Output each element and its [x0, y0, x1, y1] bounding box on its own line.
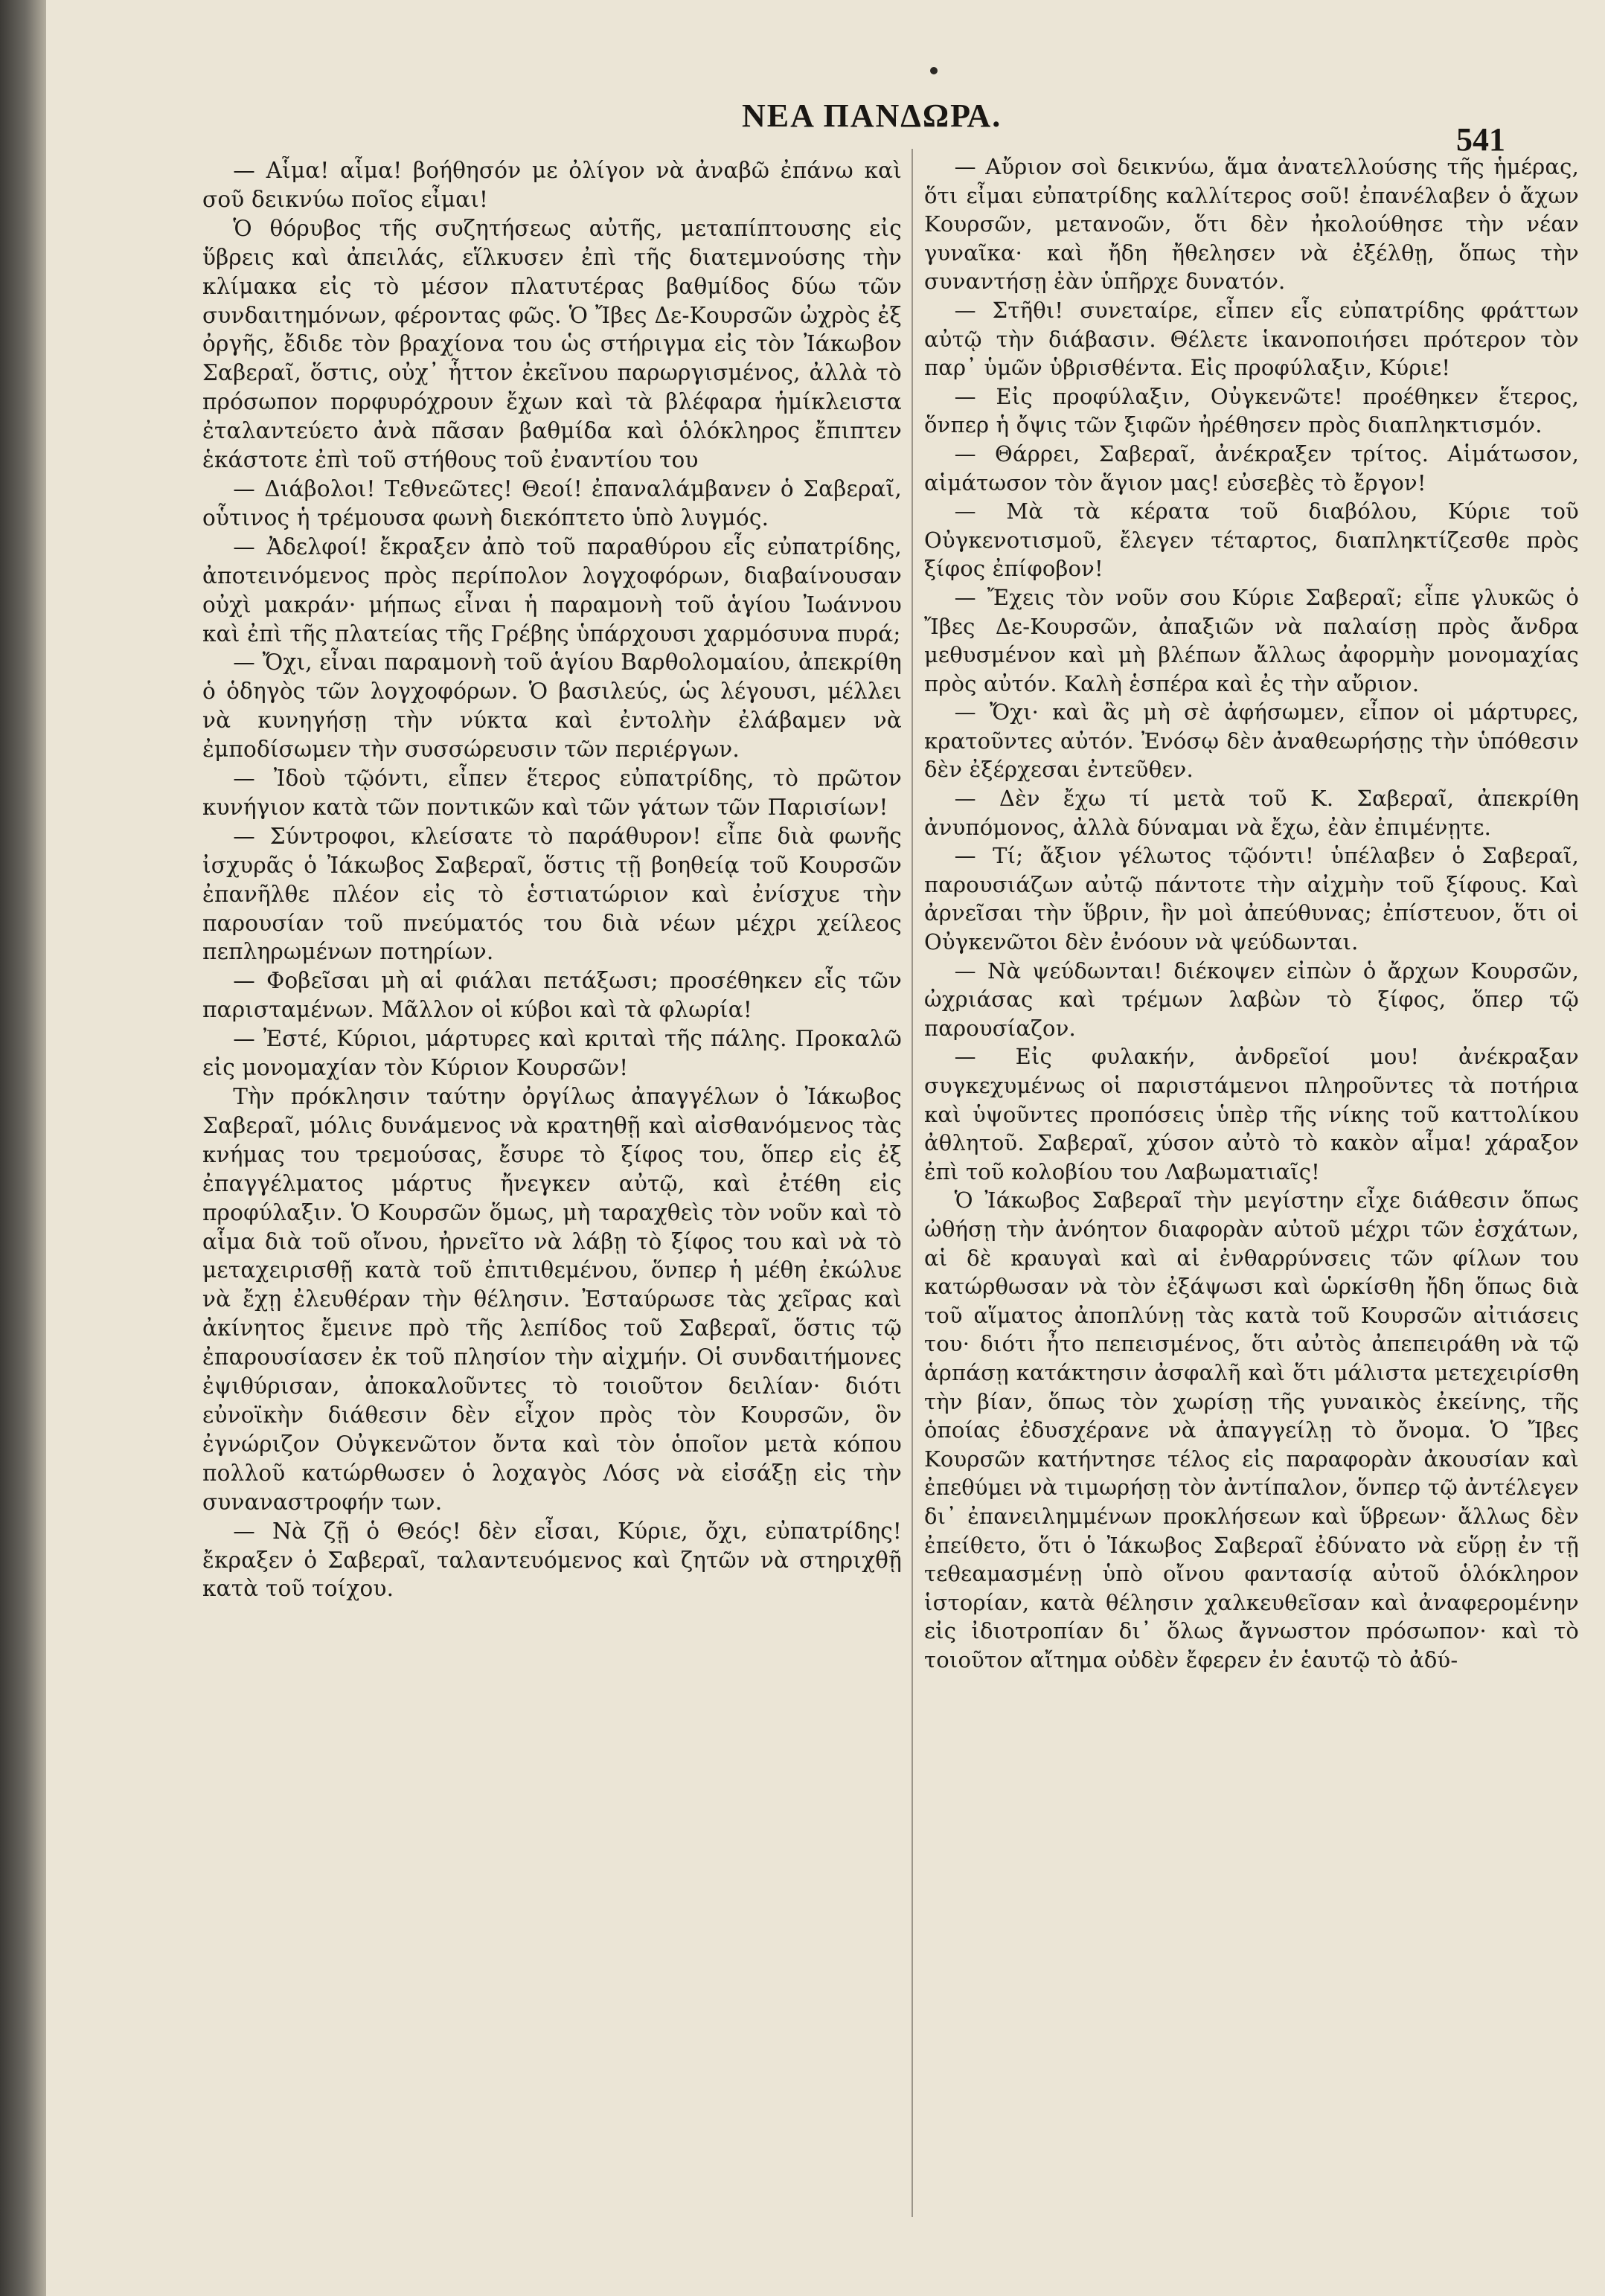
paragraph: — Ἀδελφοί! ἔκραξεν ἀπὸ τοῦ παραθύρου εἷς εὐπατρίδης, ἀποτεινόμενος πρὸς περίπολον λογχοφόρων, διαβαίνουσαν οὐχὶ μακράν· μήπως εἶναι ἡ παραμονὴ τοῦ ἁγίου Ἰωάννου καὶ ἐπὶ τῆς πλατείας τῆς Γρέβης ὑπάρχουσι χαρμόσυνα πυρά; [202, 533, 902, 647]
paragraph: Τὴν πρόκλησιν ταύτην ὀργίλως ἀπαγγέλων ὁ Ἰάκωβος Σαβεραῖ, μόλις δυνάμενος νὰ κρατηθῇ καὶ αἰσθανόμενος τὰς κνήμας του τρεμούσας, ἔσυρε τὸ ξίφος του, ὅπερ εἰς ἐξ ἐπαγγέλματος μάρτυς ἤνεγκεν αὐτῷ, καὶ ἐτέθη εἰς προφύλαξιν. Ὁ Κουρσῶν ὅμως, μὴ ταραχθεὶς τὸν νοῦν καὶ τὸ αἷμα διὰ τοῦ οἴνου, ἠρνεῖτο νὰ λάβῃ τὸ ξίφος του καὶ νὰ τὸ μεταχειρισθῇ κατὰ τοῦ ἐπιτιθεμένου, ὅνπερ ἡ μέθη ἐκώλυε νὰ ἔχῃ ἐλευθέραν τὴν θέλησιν. Ἐσταύρωσε τὰς χεῖρας καὶ ἀκίνητος ἔμεινε πρὸ τῆς λεπίδος τοῦ Σαβεραῖ, ὅστις τῷ ἐπαρουσίασεν ἐκ τοῦ πλησίον τὴν αἰχμήν. Οἱ συνδαιτήμονες ἐψιθύρισαν, ἀποκαλοῦντες τὸ τοιοῦτον δειλίαν· διότι εὐνοϊκὴν διάθεσιν δὲν εἶχον πρὸς τὸν Κουρσῶν, ὃν ἐγνώριζον Οὐγκενῶτον ὄντα καὶ τὸν ὁποῖον μετὰ κόπου πολλοῦ κατώρθωσεν ὁ λοχαγὸς Λόσς νὰ εἰσάξῃ εἰς τὴν συναναστροφήν των. [202, 1084, 902, 1515]
paragraph: — Ὄχι· καὶ ἂς μὴ σὲ ἀφήσωμεν, εἶπον οἱ μάρτυρες, κρατοῦντες αὐτόν. Ἐνόσῳ δὲν ἀναθεωρήσῃς τὴν ὑπόθεσιν δὲν ἐξέρχεσαι ἐντεῦθεν. [924, 699, 1579, 783]
right-column [924, 153, 1579, 2265]
paragraph: — Νὰ ψεύδωνται! διέκοψεν εἰπὼν ὁ ἄρχων Κουρσῶν, ὠχριάσας καὶ τρέμων λαβὼν τὸ ξίφος, ὅπερ τῷ παρουσίαζον. [924, 958, 1579, 1041]
paragraph: — Ἔχεις τὸν νοῦν σου Κύριε Σαβεραῖ; εἶπε γλυκῶς ὁ Ἴβες Δε-Κουρσῶν, ἀπαξιῶν νὰ παλαίσῃ πρὸς ἄνδρα μεθυσμένον καὶ μὴ βλέπων ἄλλως ἀφορμὴν μονομαχίας πρὸς αὐτόν. Καλὴ ἑσπέρα καὶ ἐς τὴν αὔριον. [924, 584, 1579, 696]
paragraph: — Ἐστέ, Κύριοι, μάρτυρες καὶ κριταὶ τῆς πάλης. Προκαλῶ εἰς μονομαχίαν τὸν Κύριον Κουρσῶν! [202, 1026, 902, 1081]
page-number: 541 [1456, 121, 1505, 158]
paragraph: — Φοβεῖσαι μὴ αἱ φιάλαι πετάξωσι; προσέθηκεν εἷς τῶν παρισταμένων. Μᾶλλον οἱ κύβοι καὶ τὰ φλωρία! [202, 968, 902, 1023]
paragraph: Ὁ Ἰάκωβος Σαβεραῖ τὴν μεγίστην εἶχε διάθεσιν ὅπως ὠθήσῃ τὴν ἀνόητον διαφορὰν αὐτοῦ μέχρι τῶν ἐσχάτων, αἱ δὲ κραυγαὶ καὶ αἱ ἐνθαρρύνσεις τῶν φίλων του κατώρθωσαν νὰ τὸν ἐξάψωσι καὶ ὡρκίσθη ἤδη ὅπως διὰ τοῦ αἵματος ἀποπλύνῃ τὰς κατὰ τοῦ Κουρσῶν αἰτιάσεις του· διότι ἦτο πεπεισμένος, ὅτι αὐτὸς ἀπεπειράθη νὰ τῷ ἁρπάσῃ κατάκτησιν ἀσφαλῆ καὶ ὅτι μάλιστα μετεχειρίσθη τὴν βίαν, ὅπως τὸν χωρίσῃ τῆς γυναικὸς ἐκείνης, τῆς ὁποίας ἐδυσχέρανε νὰ ἀπαγγείλῃ τὸ ὄνομα. Ὁ Ἴβες Κουρσῶν κατήντησε τέλος εἰς παραφορὰν ἀκουσίαν καὶ ἐπεθύμει νὰ τιμωρήσῃ τὸν ἀντίπαλον, ὅνπερ τῷ ἀντέλεγεν δι᾽ ἐπανειλημμένων προκλήσεων καὶ ὕβρεων· ἄλλως δὲν ἐπείθετο, ὅτι ὁ Ἰάκωβος Σαβεραῖ ἐδύνατο νὰ εὕρῃ ἐν τῇ τεθεαμασμένῃ ὑπὸ οἴνου φαντασίᾳ αὐτοῦ ὁλόκληρον ἱστορίαν, κατὰ θέλησιν χαλκευθεῖσαν καὶ ἀναφερομένην εἰς ἰδιοτροπίαν δι᾽ ὅλως ἄγνωστον πρόσωπον· καὶ τὸ τοιοῦτον αἴτημα οὐδὲν ἔφερεν ἐν ἑαυτῷ τὸ ἀδύ- [924, 1187, 1579, 1673]
paragraph: — Στῆθι! συνεταίρε, εἶπεν εἷς εὐπατρίδης φράττων αὐτῷ τὴν διάβασιν. Θέλετε ἱκανοποιήσει πρότερον τὸν παρ᾽ ὑμῶν ὑβρισθέντα. Εἰς προφύλαξιν, Κύριε! [924, 297, 1579, 381]
paragraph: — Νὰ ζῇ ὁ Θεός! δὲν εἶσαι, Κύριε, ὄχι, εὐπατρίδης! ἔκραξεν ὁ Σαβεραῖ, ταλαντευόμενος καὶ ζητῶν νὰ στηριχθῇ κατὰ τοῦ τοίχου. [202, 1518, 902, 1602]
paragraph: — Μὰ τὰ κέρατα τοῦ διαβόλου, Κύριε τοῦ Οὐγκενοτισμοῦ, ἔλεγεν τέταρτος, διαπληκτίζεσθε πρὸς ξίφος ἐπίφοβον! [924, 498, 1579, 582]
left-column [202, 156, 902, 2269]
paragraph: — Εἰς φυλακήν, ἀνδρεῖοί μου! ἀνέκραξαν συγκεχυμένως οἱ παριστάμενοι πληροῦντες τὰ ποτήρια καὶ ὑψοῦντες προπόσεις ὑπὲρ τῆς νίκης τοῦ καττολίκου ἀθλητοῦ. Σαβεραῖ, χύσον αὐτὸ τὸ κακὸν αἷμα! χάραξον ἐπὶ τοῦ κολοβίου του Λαβωματιαῖς! [924, 1044, 1579, 1184]
running-title: ΝΕΑ ΠΑΝΔΩΡΑ. [742, 97, 1002, 134]
paragraph: — Αὔριον σοὶ δεικνύω, ἅμα ἀνατελλούσης τῆς ἡμέρας, ὅτι εἶμαι εὐπατρίδης καλλίτερος σοῦ! ἐπανέλαβεν ὁ ἄχων Κουρσῶν, μετανοῶν, ὅτι δὲν ἠκολούθησε τὴν νέαν γυναῖκα· καὶ ἤδη ἤθελησεν νὰ ἐξέλθῃ, ὅπως τὴν συναντήσῃ ἐὰν ὑπῆρχε δυνατόν. [924, 154, 1579, 295]
paragraph: — Εἰς προφύλαξιν, Οὐγκενῶτε! προέθηκεν ἕτερος, ὅνπερ ἡ ὄψις τῶν ξιφῶν ἠρέθησεν πρὸς διαπληκτισμόν. [924, 383, 1579, 438]
paragraph: — Διάβολοι! Τεθνεῶτες! Θεοί! ἐπαναλάμβανεν ὁ Σαβεραῖ, οὗτινος ἡ τρέμουσα φωνὴ διεκόπτετο ὑπὸ λυγμός. [202, 475, 902, 530]
paragraph: — Ὄχι, εἶναι παραμονὴ τοῦ ἁγίου Βαρθολομαίου, ἀπεκρίθη ὁ ὁδηγὸς τῶν λογχοφόρων. Ὁ βασιλεύς, ὡς λέγουσι, μέλλει νὰ κυνηγήσῃ τὴν νύκτα καὶ ἐντολὴν ἐλάβαμεν νὰ ἐμποδίσωμεν τὴν συσσώρευσιν τῶν περιέργων. [202, 650, 902, 763]
paragraph: Ὁ θόρυβος τῆς συζητήσεως αὐτῆς, μεταπίπτουσης εἰς ὕβρεις καὶ ἀπειλάς, εἵλκυσεν ἐπὶ τῆς διατεμνούσης τὴν κλίμακα εἰς τὸ μέσον πλατυτέρας βαθμίδος δύω τῶν συνδαιτημόνων, φέροντας φῶς. Ὁ Ἴβες Δε-Κουρσῶν ὠχρὸς ἐξ ὀργῆς, ἔδιδε τὸν βραχίονα του ὡς στήριγμα εἰς τὸν Ἰάκωβον Σαβεραῖ, ὅστις, οὐχ᾽ ἧττον ἐκεῖνου παρωργισμένος, ἀλλὰ τὸ πρόσωπον πορφυρόχρουν ἔχων καὶ τὰ βλέφαρα ἡμίκλειστα ἐταλαντεύετο ἀνὰ πᾶσαν βαθμίδα καὶ ὁλόκληρος ἔπιπτεν ἑκάστοτε ἐπὶ τοῦ στήθους τοῦ ἐναντίου του [202, 215, 902, 473]
book-page [46, 0, 1605, 2296]
page-header [46, 97, 1605, 158]
paragraph: — Ἰδοὺ τῷόντι, εἶπεν ἕτερος εὐπατρίδης, τὸ πρῶτον κυνήγιον κατὰ τῶν ποντικῶν καὶ τῶν γάτων τῶν Παρισίων! [202, 766, 902, 820]
paragraph: — Θάρρει, Σαβεραῖ, ἀνέκραξεν τρίτος. Αἱμάτωσον, αἱμάτωσον τὸν ἅγιον μας! εὐσεβὲς τὸ ἔργον! [924, 440, 1579, 496]
paragraph: — Τί; ἄξιον γέλωτος τῷόντι! ὑπέλαβεν ὁ Σαβεραῖ, παρουσιάζων αὐτῷ πάντοτε τὴν αἰχμὴν τοῦ ξίφους. Καὶ ἀρνεῖσαι τὴν ὕβριν, ἣν μοὶ ἀπεύθυνας; ἐπίστευον, ὅτι οἱ Οὐγκενῶτοι δὲν ἐνόουν νὰ ψεύδωνται. [924, 843, 1579, 955]
book-gutter [0, 0, 46, 2296]
paragraph: — Δὲν ἔχω τί μετὰ τοῦ Κ. Σαβεραῖ, ἀπεκρίθη ἀνυπόμονος, ἀλλὰ δύναμαι νὰ ἔχω, ἐὰν ἐπιμένῃτε. [924, 786, 1579, 840]
paragraph: — Σύντροφοι, κλείσατε τὸ παράθυρον! εἶπε διὰ φωνῆς ἰσχυρᾶς ὁ Ἰάκωβος Σαβεραῖ, ὅστις τῇ βοηθείᾳ τοῦ Κουρσῶν ἐπανῆλθε πλέον εἰς τὸ ἑστιατώριον καὶ ἐνίσχυε τὴν παρουσίαν τοῦ πνεύματός του διὰ νέων μέχρι χείλεος πεπληρωμένων ποτηρίων. [202, 823, 902, 965]
paragraph: — Αἷμα! αἷμα! βοήθησόν με ὀλίγον νὰ ἀναβῶ ἐπάνω καὶ σοῦ δεικνύω ποῖος εἶμαι! [202, 158, 902, 212]
ink-dot-ornament [930, 67, 938, 74]
column-divider [912, 149, 913, 2217]
